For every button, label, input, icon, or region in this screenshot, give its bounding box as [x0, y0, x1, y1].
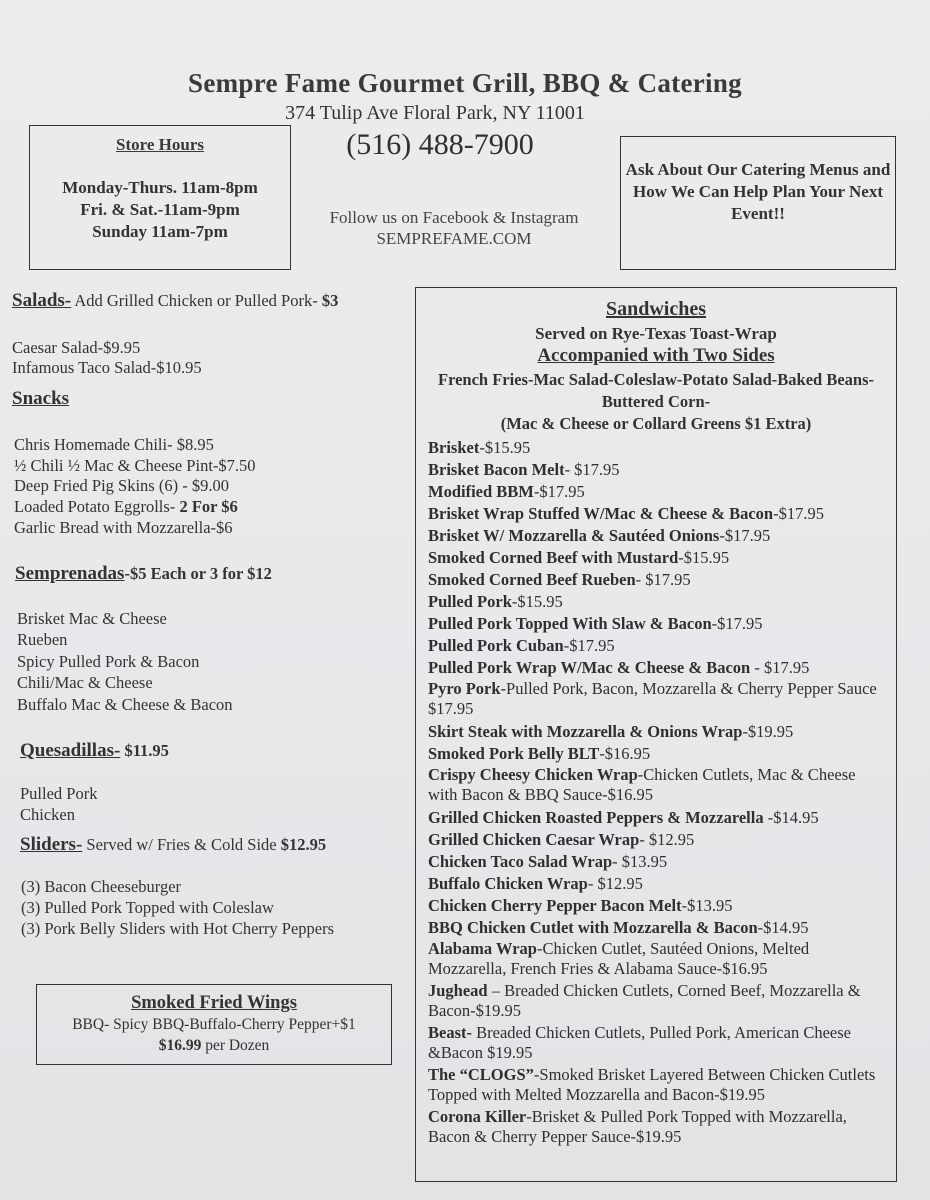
sandwiches-sides: French Fries-Mac Salad-Coleslaw-Potato Salad-Baked Beans-Buttered Corn- — [437, 370, 874, 411]
sandwich-name: Smoked Corned Beef with Mustard — [428, 548, 679, 567]
sandwich-name: Brisket W/ Mozzarella & Sautéed Onions — [428, 526, 720, 545]
sandwich-name: Pulled Pork Wrap W/Mac & Cheese & Bacon — [428, 658, 751, 677]
menu-item: Pulled Pork — [20, 784, 98, 803]
wings-price-line — [37, 1035, 391, 1056]
menu-item: Spicy Pulled Pork & Bacon — [17, 652, 200, 671]
left-column — [12, 288, 407, 988]
sandwich-item — [428, 851, 886, 873]
sandwich-name: Smoked Pork Belly BLT — [428, 744, 600, 763]
sandwich-item — [428, 547, 886, 569]
quesadillas-price: $11.95 — [120, 741, 169, 760]
sandwich-detail: -$19.95 — [742, 722, 794, 741]
sandwich-item — [428, 525, 886, 547]
semprenadas-note: -$5 Each or 3 for $12 — [124, 564, 272, 583]
sandwich-item — [428, 981, 886, 1021]
menu-item: Chicken — [20, 805, 75, 824]
sandwich-detail: -$17.95 — [773, 504, 824, 523]
sandwich-name: The “CLOGS” — [428, 1065, 534, 1084]
menu-item: Infamous Taco Salad-$10.95 — [12, 358, 202, 377]
sandwich-item — [428, 591, 886, 613]
sandwich-name: Smoked Corned Beef Rueben — [428, 570, 636, 589]
sandwich-detail: - $17.95 — [635, 570, 691, 589]
sandwich-detail: -$17.95 — [711, 614, 763, 633]
restaurant-name: Sempre Fame Gourmet Grill, BBQ & Catering — [188, 68, 742, 98]
sandwich-detail: - $17.95 — [750, 658, 810, 677]
sandwich-detail: – Breaded Chicken Cutlets, Corned Beef, Mozzarella & Bacon-$19.95 — [428, 981, 861, 1020]
follow-text: Follow us on Facebook & Instagram — [329, 208, 579, 227]
sandwich-item — [428, 503, 886, 525]
menu-item-eggrolls — [14, 497, 238, 517]
sandwich-item — [428, 635, 886, 657]
hours-line: Monday-Thurs. 11am-8pm — [62, 178, 258, 197]
sandwich-item — [428, 829, 886, 851]
sliders-title: Sliders- — [20, 834, 83, 855]
sandwich-name: Pulled Pork Topped With Slaw & Bacon — [428, 614, 712, 633]
hours-line: Sunday 11am-7pm — [92, 222, 228, 241]
restaurant-phone: (516) 488-7900 — [346, 128, 534, 161]
menu-item-text: Loaded Potato Eggrolls- — [14, 497, 180, 516]
sandwich-detail: -Brisket & Pulled Pork Topped with Mozzarella, Bacon & Cherry Pepper Sauce-$19.95 — [428, 1107, 847, 1146]
sandwich-item — [428, 1107, 886, 1147]
sandwich-detail: -$17.95 — [719, 526, 771, 545]
sandwich-item — [428, 657, 886, 679]
sandwich-item — [428, 721, 886, 743]
menu-item: Deep Fried Pig Skins (6) - $9.00 — [14, 476, 229, 495]
menu-item: Chris Homemade Chili- $8.95 — [14, 435, 214, 454]
menu-item: ½ Chili ½ Mac & Cheese Pint-$7.50 — [14, 456, 256, 475]
sandwich-item — [428, 743, 886, 765]
sandwich-name: Brisket Bacon Melt — [428, 460, 565, 479]
sandwich-name: Chicken Taco Salad Wrap — [428, 852, 613, 871]
menu-item: Rueben — [17, 630, 68, 649]
sandwich-detail: -$17.95 — [563, 636, 615, 655]
sandwich-detail: -Pulled Pork, Bacon, Mozzarella & Cherry Pepper Sauce $17.95 — [428, 679, 877, 718]
sandwich-name: Pulled Pork — [428, 592, 512, 611]
sandwich-name: Alabama Wrap — [428, 939, 537, 958]
sliders-price: $12.95 — [280, 835, 327, 854]
salads-note-price: $3 — [321, 291, 339, 310]
sandwich-detail: -$16.95 — [599, 744, 651, 763]
sandwich-item — [428, 481, 886, 503]
website: SEMPREFAME.COM — [376, 229, 532, 248]
menu-item: (3) Bacon Cheeseburger — [21, 877, 182, 896]
restaurant-address: 374 Tulip Ave Floral Park, NY 11001 — [285, 102, 585, 124]
sandwiches-title: Sandwiches — [605, 298, 707, 320]
semprenadas-heading — [15, 563, 272, 585]
sandwich-name: Brisket Wrap Stuffed W/Mac & Cheese & Bacon — [428, 504, 774, 523]
sandwich-item — [428, 939, 886, 979]
semprenadas-title: Semprenadas — [15, 563, 125, 584]
sandwich-detail: -$13.95 — [681, 896, 733, 915]
sandwich-item — [428, 917, 886, 939]
sandwich-name: Modified BBM — [428, 482, 534, 501]
sandwich-item — [428, 1065, 886, 1105]
sandwich-list — [416, 437, 896, 1147]
sandwich-detail: -$17.95 — [533, 482, 585, 501]
catering-text: Ask About Our Catering Menus and How We Can Help Plan Your Next Event!! — [625, 160, 891, 223]
sandwich-name: Skirt Steak with Mozzarella & Onions Wrap — [428, 722, 743, 741]
store-hours-box — [29, 125, 291, 270]
catering-box — [620, 136, 896, 270]
quesadillas-title: Quesadillas- — [20, 740, 121, 761]
sandwich-detail: -Smoked Brisket Layered Between Chicken Cutlets Topped with Melted Mozzarella and Bacon-$19.95 — [428, 1065, 876, 1104]
sandwich-detail: -Chicken Cutlets, Mac & Cheese with Bacon & BBQ Sauce-$16.95 — [428, 765, 856, 804]
sandwich-name: Chicken Cherry Pepper Bacon Melt — [428, 896, 682, 915]
sandwich-detail: -$15.95 — [511, 592, 563, 611]
sandwiches-served: Served on Rye-Texas Toast-Wrap — [535, 324, 777, 343]
hours-line: Fri. & Sat.-11am-9pm — [80, 200, 240, 219]
sliders-note: Served w/ Fries & Cold Side — [82, 835, 281, 854]
sandwich-item — [428, 1023, 886, 1063]
sandwich-detail: - $13.95 — [612, 852, 668, 871]
sandwiches-header — [416, 298, 896, 435]
store-hours-title: Store Hours — [116, 135, 204, 154]
sandwich-item — [428, 679, 886, 719]
menu-item: (3) Pork Belly Sliders with Hot Cherry Peppers — [21, 919, 335, 938]
sandwich-name: BBQ Chicken Cutlet with Mozzarella & Bacon — [428, 918, 758, 937]
sandwich-name: Crispy Cheesy Chicken Wrap — [428, 765, 638, 784]
sandwich-detail: - $17.95 — [564, 460, 620, 479]
sandwich-name: Buffalo Chicken Wrap — [428, 874, 588, 893]
sandwich-detail: - $12.95 — [587, 874, 643, 893]
salads-title: Salads- — [12, 290, 72, 311]
sandwiches-box — [415, 287, 897, 1182]
sandwiches-accompanied: Accompanied with Two Sides — [537, 345, 775, 366]
menu-item: Brisket Mac & Cheese — [17, 609, 167, 628]
sandwich-detail: Breaded Chicken Cutlets, Pulled Pork, American Cheese &Bacon $19.95 — [428, 1023, 851, 1062]
sandwiches-extra: (Mac & Cheese or Collard Greens $1 Extra) — [500, 414, 812, 433]
sandwich-name: Grilled Chicken Roasted Peppers & Mozzarella — [428, 808, 764, 827]
sandwich-item — [428, 895, 886, 917]
menu-item: Garlic Bread with Mozzarella-$6 — [14, 518, 233, 537]
salads-heading — [12, 290, 338, 312]
sandwich-detail: -$14.95 — [757, 918, 809, 937]
sandwich-name: Brisket — [428, 438, 480, 457]
wings-title: Smoked Fried Wings — [131, 993, 297, 1013]
sandwich-detail: -$15.95 — [678, 548, 730, 567]
quesadillas-heading — [20, 740, 169, 762]
sandwich-detail: -Chicken Cutlet, Sautéed Onions, Melted Mozzarella, French Fries & Alabama Sauce-$16.95 — [428, 939, 810, 978]
salads-note: Add Grilled Chicken or Pulled Pork- — [71, 291, 322, 310]
sandwich-item — [428, 765, 886, 805]
sandwich-item — [428, 613, 886, 635]
menu-item: Chili/Mac & Cheese — [17, 673, 153, 692]
sandwich-name: Corona Killer — [428, 1107, 527, 1126]
menu-item: Caesar Salad-$9.95 — [12, 338, 141, 357]
sandwich-item — [428, 437, 886, 459]
menu-item: Buffalo Mac & Cheese & Bacon — [17, 695, 233, 714]
snacks-title: Snacks — [12, 388, 70, 409]
sandwich-item — [428, 569, 886, 591]
sliders-heading — [20, 834, 326, 856]
sandwich-detail: -$14.95 — [763, 808, 819, 827]
wings-price-suffix: per Dozen — [201, 1037, 270, 1054]
sandwich-name: Grilled Chicken Caesar Wrap — [428, 830, 640, 849]
sandwich-item — [428, 807, 886, 829]
sandwich-item — [428, 459, 886, 481]
menu-item: (3) Pulled Pork Topped with Coleslaw — [21, 898, 274, 917]
wings-price: $16.99 — [158, 1037, 202, 1054]
sandwich-name: Beast- — [428, 1023, 472, 1042]
wings-flavors: BBQ- Spicy BBQ-Buffalo-Cherry Pepper+$1 — [72, 1016, 356, 1033]
wings-box — [36, 984, 392, 1065]
store-hours-list — [30, 177, 290, 243]
sandwich-name: Pyro Pork — [428, 679, 501, 698]
menu-item-price: 2 For $6 — [179, 497, 238, 516]
sandwich-item — [428, 873, 886, 895]
sandwich-detail: -$15.95 — [479, 438, 531, 457]
sandwich-name: Jughead — [428, 981, 488, 1000]
sandwich-name: Pulled Pork Cuban — [428, 636, 564, 655]
sandwich-detail: - $12.95 — [639, 830, 695, 849]
